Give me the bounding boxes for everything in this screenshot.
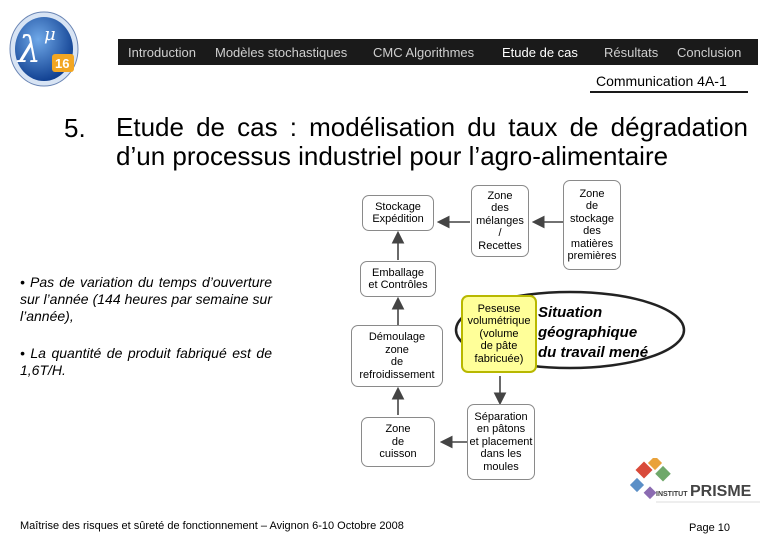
svg-text:μ: μ: [44, 24, 56, 45]
institut-label: INSTITUT: [656, 491, 688, 498]
box-stockage-expedition: Stockage Expédition: [362, 195, 434, 231]
communication-label: Communication 4A-1: [596, 73, 727, 89]
bullet-opening-time: • Pas de variation du temps d’ouverture sur l’année (144 heures par semaine sur l’année),: [20, 274, 272, 324]
svg-text:λ: λ: [18, 30, 41, 71]
slide-number: 5.: [64, 113, 86, 143]
nav-resultats[interactable]: Résultats: [604, 45, 659, 60]
institut-prisme-logo: [628, 458, 768, 518]
nav-etude-de-cas[interactable]: Etude de cas: [502, 45, 578, 60]
box-separation-patons: Séparation en pâtons et placement dans les moules: [467, 404, 535, 480]
box-emballage-controles: Emballage et Contrôles: [360, 261, 436, 297]
nav-modeles-stochastiques[interactable]: Modèles stochastiques: [215, 45, 348, 60]
box-zone-melanges: Zone des mélanges / Recettes: [471, 185, 529, 257]
page-number: Page 10: [689, 522, 730, 534]
logo-badge: 16: [55, 56, 70, 71]
nav-cmc-algorithmes[interactable]: CMC Algorithmes: [373, 45, 475, 60]
box-zone-cuisson: Zone de cuisson: [361, 417, 435, 467]
nav-introduction[interactable]: Introduction: [128, 45, 196, 60]
slide-title: Etude de cas : modélisation du taux de dégradation d’un processus industriel pour l’agro-alimentaire: [116, 112, 748, 171]
box-demoulage-refroidissement: Démoulage zone de refroidissement: [351, 325, 443, 387]
box-peseuse-volumetrique: Peseuse volumétrique (volume de pâte fabricuée): [461, 295, 537, 373]
bullet-production-rate: • La quantité de produit fabriqué est de 1,6T/H.: [20, 345, 272, 378]
box-zone-stockage-matieres: Zone de stockage des matières premières: [563, 180, 621, 270]
nav-conclusion[interactable]: Conclusion: [677, 45, 742, 60]
footer-conference: Maîtrise des risques et sûreté de fonctionnement – Avignon 6-10 Octobre 2008: [20, 520, 404, 532]
prisme-label: PRISME: [690, 483, 752, 500]
situation-label: Situation géographique du travail mené: [538, 304, 649, 361]
